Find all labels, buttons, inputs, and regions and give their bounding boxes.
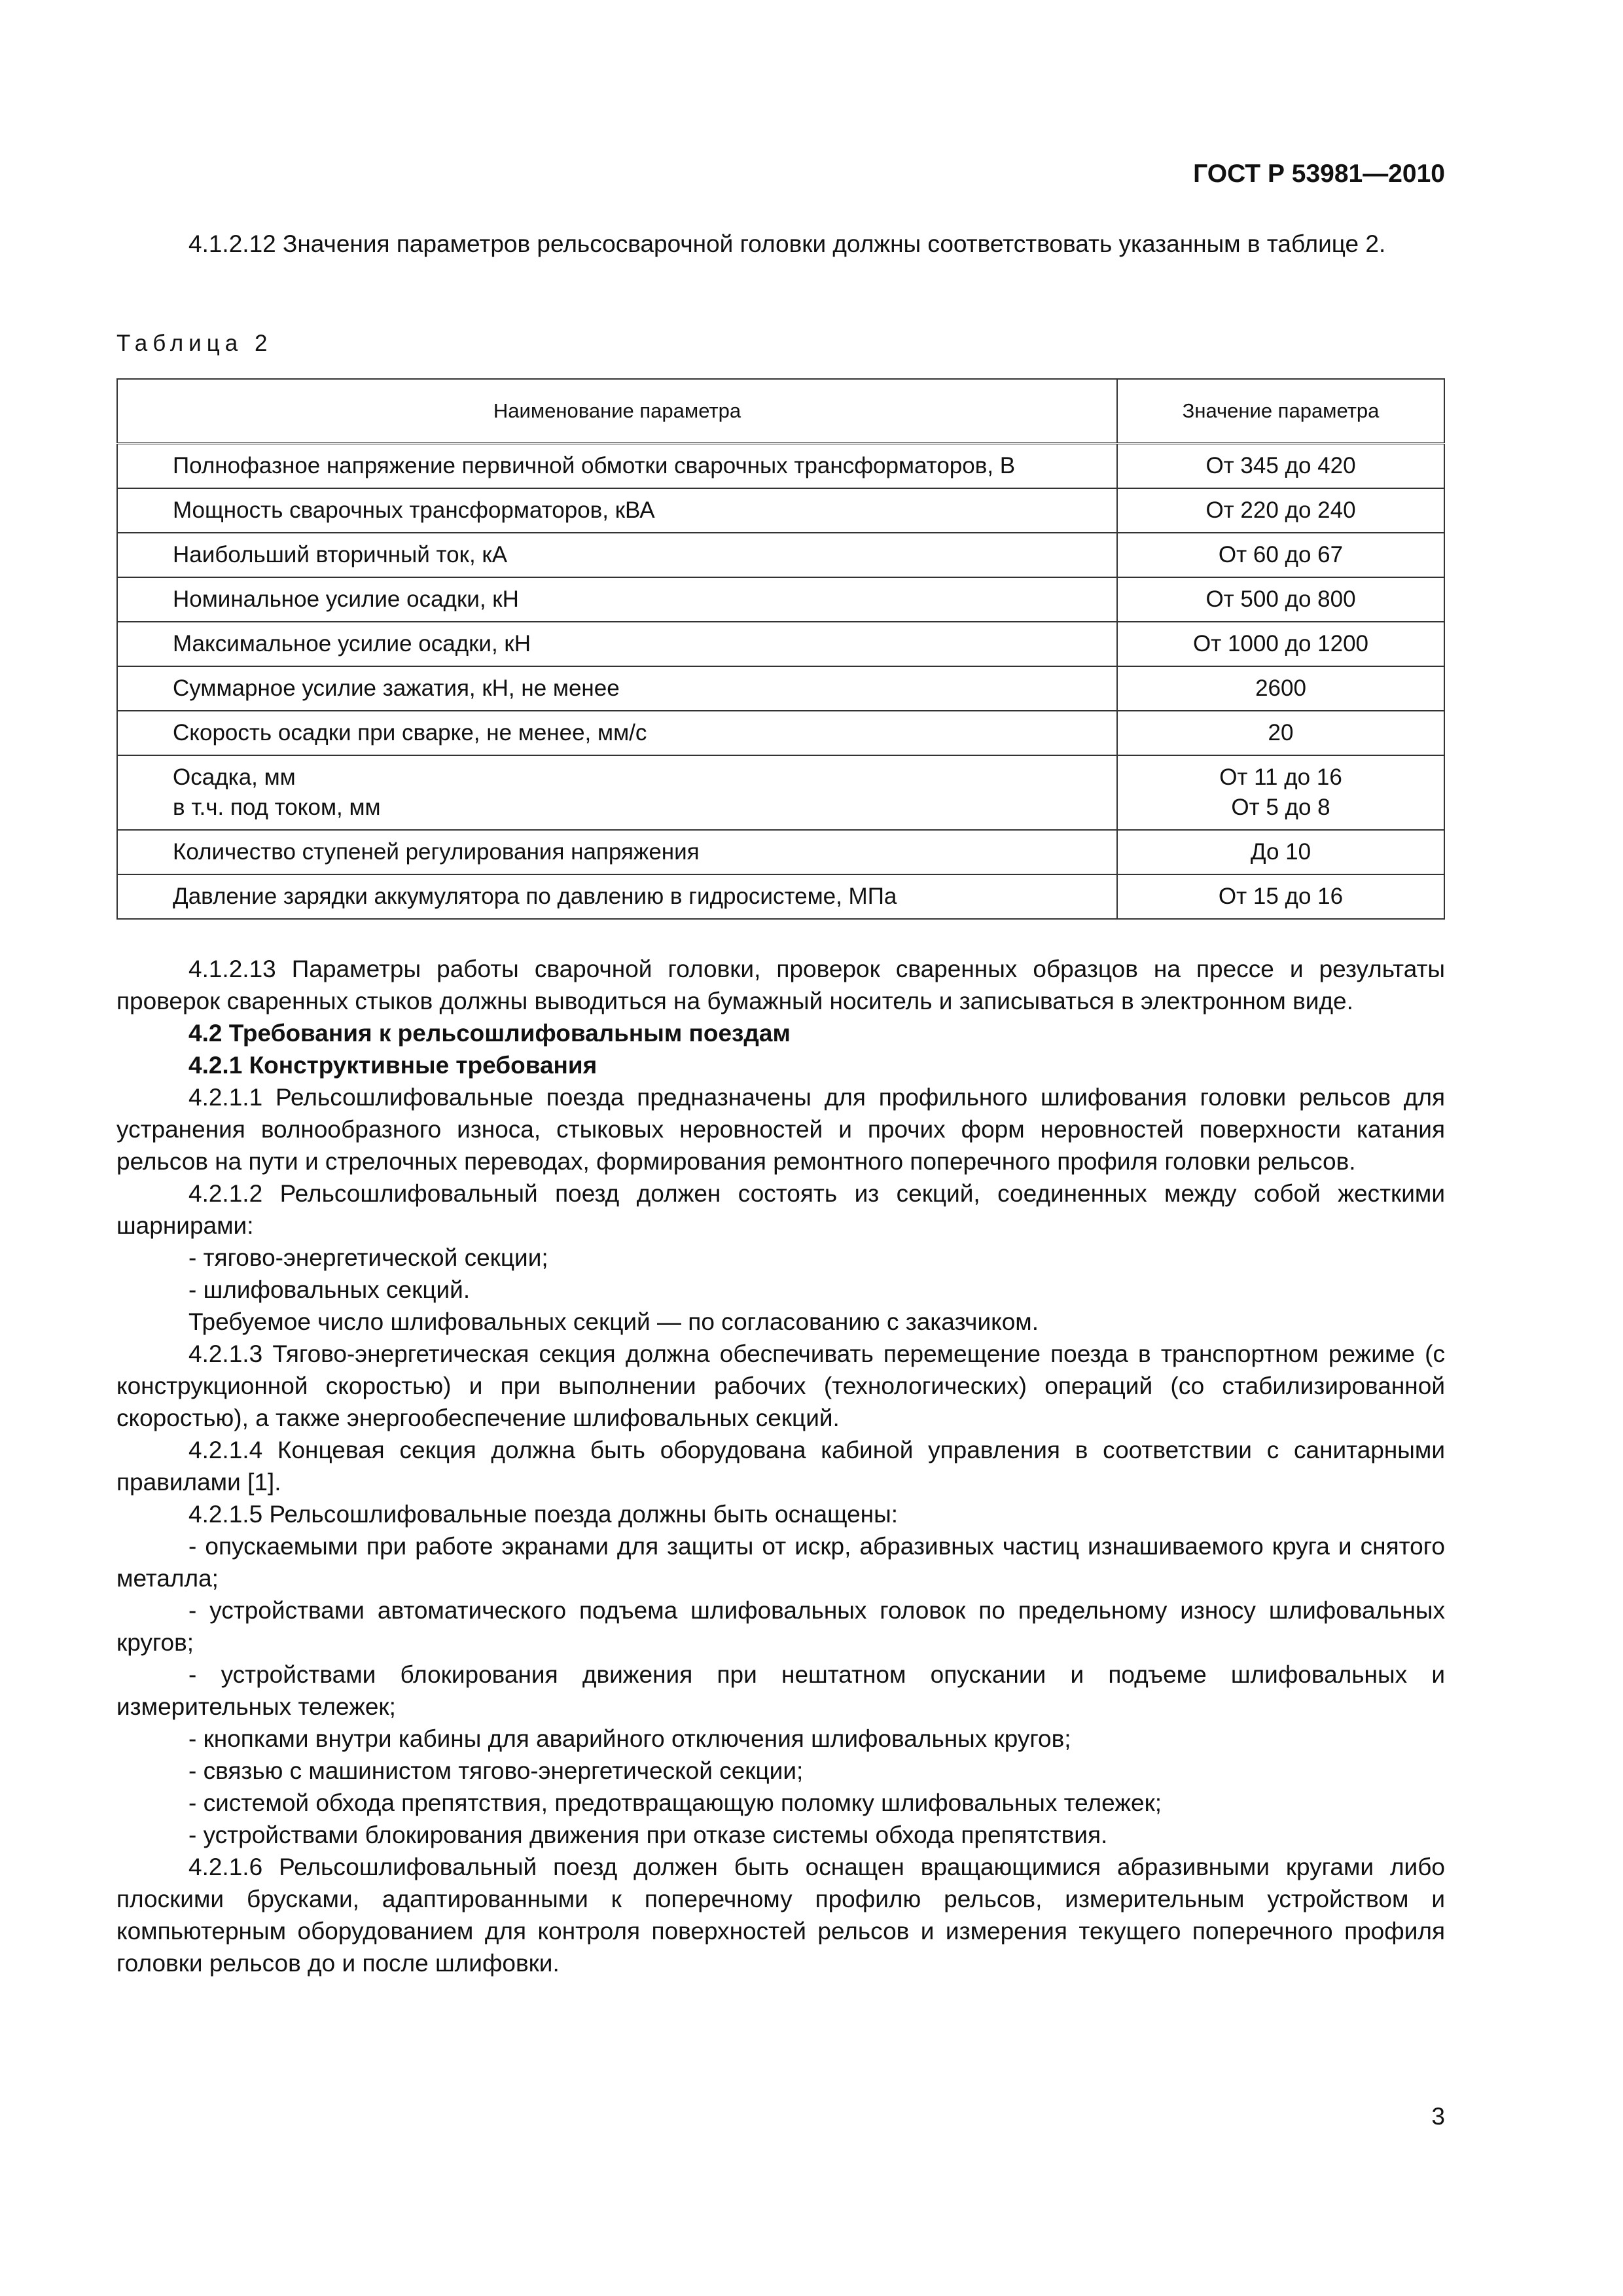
table-caption-block <box>116 331 1445 357</box>
table-row <box>117 874 1444 919</box>
table-row <box>117 755 1444 830</box>
section-heading-4-2: 4.2 Требования к рельсошлифовальным поездам <box>188 1020 791 1047</box>
subsection-heading-4-2-1: 4.2.1 Конструктивные требования <box>188 1052 597 1079</box>
paragraph-4-1-2-13: 4.1.2.13 Параметры работы сварочной головки, проверок сваренных образцов на прессе и результаты проверок сваренных стыков должны выводиться на бумажный носитель и записываться в электронном виде. <box>116 956 1445 1014</box>
list-item: - кнопками внутри кабины для аварийного отключения шлифовальных кругов; <box>188 1725 1071 1752</box>
paragraph-4-1-2-12: 4.1.2.12 Значения параметров рельсосварочной головки должны соответствовать указанным в таблице 2. <box>188 230 1386 257</box>
column-header-value: Значение параметра <box>1117 379 1444 444</box>
parameter-name: Осадка, мм <box>173 764 296 790</box>
parameter-value: От 15 до 16 <box>1117 874 1444 919</box>
parameter-name: Давление зарядки аккумулятора по давлению в гидросистеме, МПа <box>117 874 1117 919</box>
list-item: - тягово-энергетической секции; <box>188 1244 548 1271</box>
parameter-value: От 500 до 800 <box>1117 577 1444 622</box>
list-item: - системой обхода препятствия, предотвращающую поломку шлифовальных тележек; <box>188 1789 1162 1816</box>
list-item: - связью с машинистом тягово-энергетической секции; <box>188 1757 804 1784</box>
parameter-name: Наибольший вторичный ток, кА <box>117 533 1117 577</box>
parameter-sub-name: в т.ч. под током, мм <box>173 795 381 820</box>
list-item: - устройствами блокирования движения при отказе системы обхода препятствия. <box>188 1821 1108 1848</box>
standard-header: ГОСТ Р 53981—2010 <box>1193 160 1445 188</box>
paragraph-4-2-1-6: 4.2.1.6 Рельсошлифовальный поезд должен быть оснащен вращающимися абразивными кругами либо плоскими брусками, адаптированными к поперечному профилю рельсов, измерительным устройством и компьютерным оборудованием для контроля поверхностей рельсов и измерения текущего поперечного профиля головки рельсов до и после шлифовки. <box>116 1854 1445 1977</box>
column-header-name: Наименование параметра <box>117 379 1117 444</box>
table-block <box>116 378 1445 920</box>
table-row <box>117 622 1444 666</box>
parameter-name: Номинальное усилие осадки, кН <box>117 577 1117 622</box>
parameters-table <box>116 378 1445 920</box>
parameter-sub-value: От 5 до 8 <box>1231 795 1330 820</box>
list-item: - шлифовальных секций. <box>188 1276 471 1303</box>
table-row <box>117 577 1444 622</box>
paragraph-4-2-1-4: 4.2.1.4 Концевая секция должна быть оборудована кабиной управления в соответствии с санитарными правилами [1]. <box>116 1437 1445 1496</box>
paragraph-4-2-1-3: 4.2.1.3 Тягово-энергетическая секция должна обеспечивать перемещение поезда в транспортном режиме (с конструкционной скоростью) и при выполнении рабочих (технологических) операций (со стабилизированной скоростью), а также энергообеспечение шлифовальных секций. <box>116 1340 1445 1431</box>
parameter-name: Максимальное усилие осадки, кН <box>117 622 1117 666</box>
parameter-value: От 60 до 67 <box>1117 533 1444 577</box>
table-row <box>117 488 1444 533</box>
parameter-name-multiline <box>117 755 1117 830</box>
parameter-value: От 1000 до 1200 <box>1117 622 1444 666</box>
table-row <box>117 711 1444 755</box>
table-header-row <box>117 379 1444 444</box>
paragraph-4-2-1-2: 4.2.1.2 Рельсошлифовальный поезд должен состоять из секций, соединенных между собой жесткими шарнирами: <box>116 1180 1445 1239</box>
table-caption: Таблица 2 <box>116 331 273 356</box>
parameter-value: От 11 до 16 <box>1219 764 1342 790</box>
parameter-value: От 220 до 240 <box>1117 488 1444 533</box>
parameter-value: От 345 до 420 <box>1117 444 1444 489</box>
table-row <box>117 666 1444 711</box>
parameter-value: До 10 <box>1117 830 1444 874</box>
page-number: 3 <box>1431 2103 1445 2130</box>
parameter-name: Мощность сварочных трансформаторов, кВА <box>117 488 1117 533</box>
parameter-name: Полнофазное напряжение первичной обмотки сварочных трансформаторов, В <box>117 444 1117 489</box>
body-text <box>116 953 1445 1979</box>
parameter-value: 2600 <box>1117 666 1444 711</box>
list-item: - опускаемыми при работе экранами для защиты от искр, абразивных частиц изнашиваемого круга и снятого металла; <box>116 1533 1445 1592</box>
table-row <box>117 830 1444 874</box>
parameter-value: 20 <box>1117 711 1444 755</box>
paragraph-4-2-1-1: 4.2.1.1 Рельсошлифовальные поезда предназначены для профильного шлифования головки рельсов для устранения волнообразного износа, стыковых неровностей и прочих форм неровностей поверхности катания рельсов на пути и стрелочных переводах, формирования ремонтного поперечного профиля головки рельсов. <box>116 1084 1445 1175</box>
paragraph-4-2-1-5: 4.2.1.5 Рельсошлифовальные поезда должны быть оснащены: <box>188 1501 898 1528</box>
list-item: - устройствами автоматического подъема шлифовальных головок по предельному износу шлифовальных кругов; <box>116 1597 1445 1656</box>
parameter-name: Скорость осадки при сварке, не менее, мм/с <box>117 711 1117 755</box>
parameter-name: Суммарное усилие зажатия, кН, не менее <box>117 666 1117 711</box>
intro-block <box>116 228 1445 260</box>
list-item: - устройствами блокирования движения при нештатном опускании и подъеме шлифовальных и измерительных тележек; <box>116 1661 1445 1720</box>
table-row <box>117 533 1444 577</box>
paragraph-required-sections: Требуемое число шлифовальных секций — по согласованию с заказчиком. <box>188 1308 1039 1335</box>
parameter-name: Количество ступеней регулирования напряжения <box>117 830 1117 874</box>
parameter-value-multiline <box>1117 755 1444 830</box>
table-row <box>117 444 1444 489</box>
